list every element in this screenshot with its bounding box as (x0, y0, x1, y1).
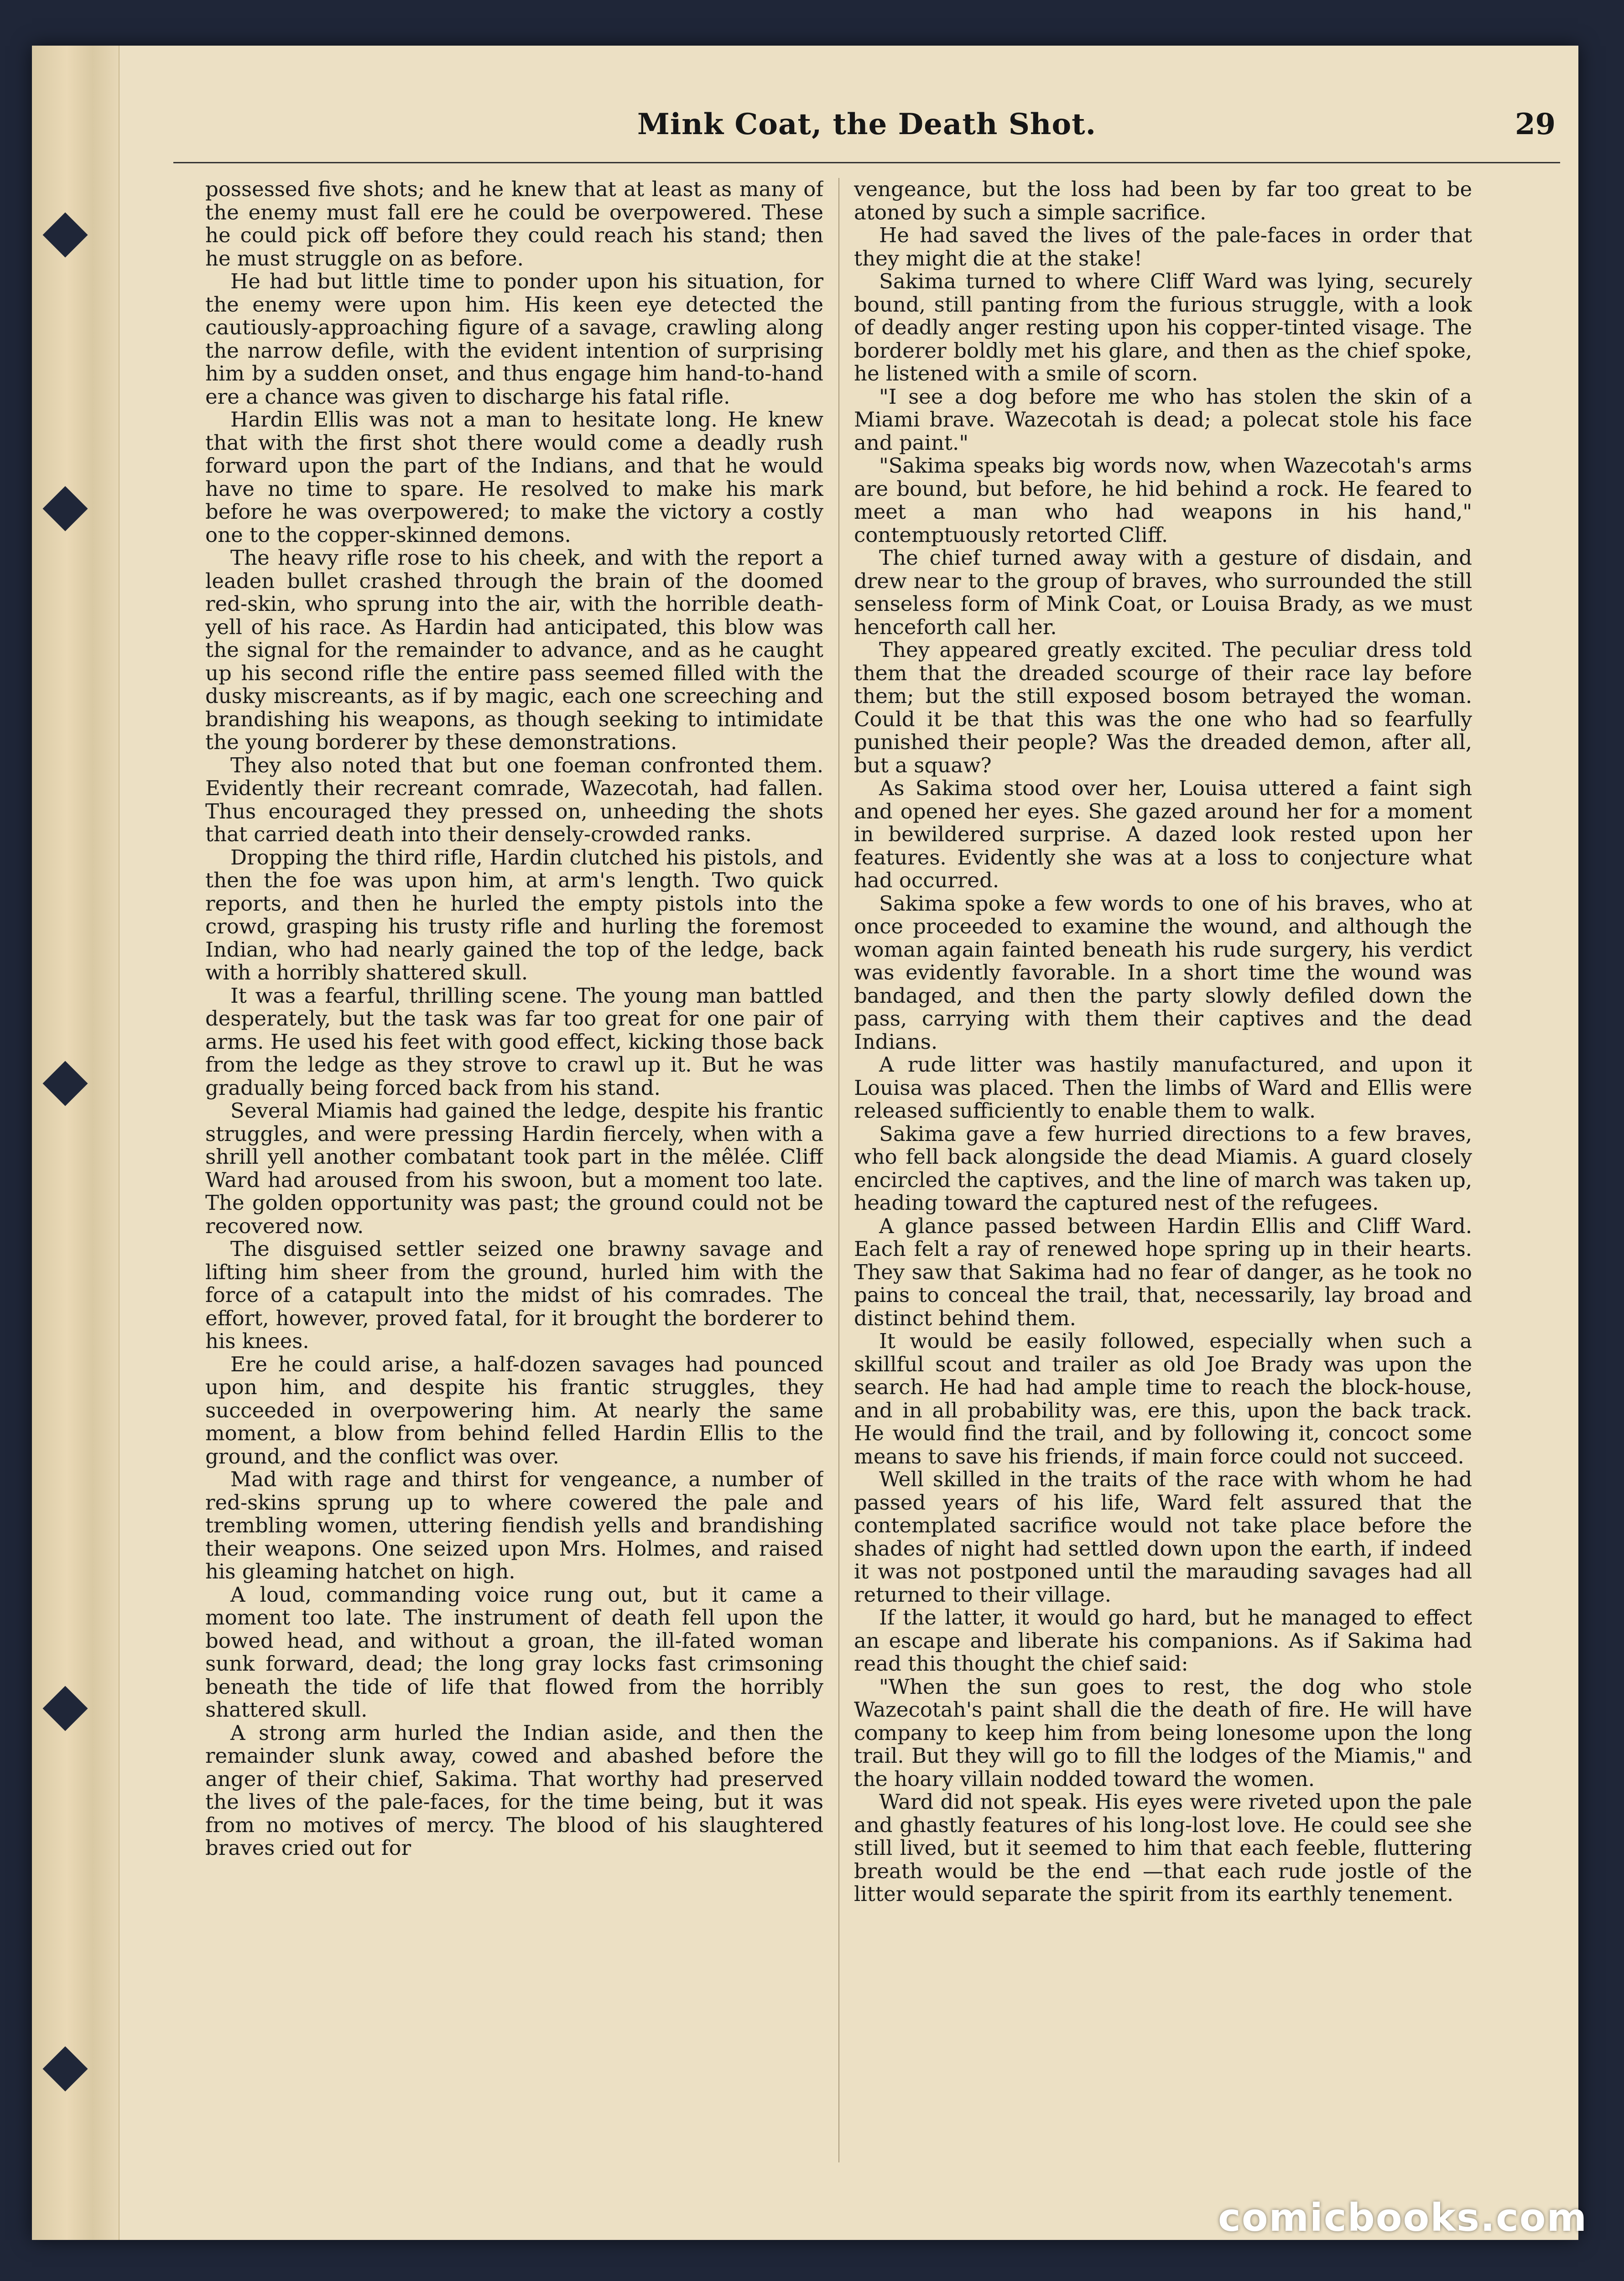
paragraph: possessed five shots; and he knew that at least as many of the enemy must fall ere he could be overpowered. These he could pick off before they could reach his stand; then he must struggle on as before. (205, 178, 823, 271)
right-column (854, 178, 1472, 2162)
binding-hole (43, 1686, 88, 1731)
paragraph: They also noted that but one foeman confronted them. Evidently their recreant comrade, Wazecotah, had fallen. Thus encouraged they pressed on, unheeding the shots that carried death into their densely-crowded ranks. (205, 753, 823, 846)
paragraph: A loud, commanding voice rung out, but it came a moment too late. The instrument of death fell upon the bowed head, and without a groan, the ill-fated woman sunk forward, dead; the long gray locks fast crimsoning beneath the tide of life that flowed from the horribly shattered skull. (205, 1582, 823, 1722)
paragraph: vengeance, but the loss had been by far too great to be atoned by such a simple sacrifice. (854, 178, 1472, 224)
paragraph: Mad with rage and thirst for vengeance, a number of red-skins sprung up to where cowered the pale and trembling women, uttering fiendish yells and brandishing their weapons. One seized upon Mrs. Holmes, and raised his gleaming hatchet on high. (205, 1467, 823, 1583)
paragraph: They appeared greatly excited. The peculiar dress told them that the dreaded scourge of their race lay before them; but the still exposed bosom betrayed the woman. Could it be that this was the one who had so fearfully punished their people? Was the dreaded demon, after all, but a squaw? (854, 638, 1472, 777)
paragraph: He had but little time to ponder upon his situation, for the enemy were upon him. His keen eye detected the cautiously-approaching figure of a savage, crawling along the narrow defile, with the evident intention of surprising him by a sudden onset, and thus engage him hand-to-hand ere a chance was given to discharge his fatal rifle. (205, 269, 823, 409)
page-spine (32, 46, 120, 2240)
binding-hole (43, 486, 88, 531)
paragraph: Ere he could arise, a half-dozen savages had pounced upon him, and despite his frantic struggles, they succeeded in overpowering him. At nearly the same moment, a blow from behind felled Hardin Ellis to the ground, and the conflict was over. (205, 1352, 823, 1469)
paragraph: Well skilled in the traits of the race with whom he had passed years of his life, Ward felt assured that the contemplated sacrifice would not take place before the shades of night had settled down upon the earth, if indeed it was not postponed until the marauding savages had all returned to their village. (854, 1467, 1472, 1607)
paragraph: A rude litter was hastily manufactured, and upon it Louisa was placed. Then the limbs of Ward and Ellis were released sufficiently to enable them to walk. (854, 1052, 1472, 1123)
paragraph: Hardin Ellis was not a man to hesitate long. He knew that with the first shot there would come a deadly rush forward upon the part of the Indians, and that he would have no time to spare. He resolved to make his mark before he was overpowered; to make the victory a costly one to the copper-skinned demons. (205, 407, 823, 547)
paragraph: He had saved the lives of the pale-faces in order that they might die at the stake! (854, 223, 1472, 271)
paragraph: It was a fearful, thrilling scene. The young man battled desperately, but the task was far too great for one pair of arms. He used his feet with good effect, kicking those back from the ledge as they strove to crawl up it. But he was gradually being forced back from his stand. (205, 983, 823, 1100)
paragraph: Ward did not speak. His eyes were riveted upon the pale and ghastly features of his long-lost love. He could see she still lived, but it seemed to him that each feeble, fluttering breath would be the end —that each rude jostle of the litter would separate the spirit from its earthly tenement. (854, 1790, 1472, 1906)
paragraph: Sakima turned to where Cliff Ward was lying, securely bound, still panting from the furious struggle, with a look of deadly anger resting upon his copper-tinted visage. The borderer boldly met his glare, and then as the chief spoke, he listened with a smile of scorn. (854, 269, 1472, 385)
paragraph: The chief turned away with a gesture of disdain, and drew near to the group of braves, who surrounded the still senseless form of Mink Coat, or Louisa Brady, as we must henceforth call her. (854, 546, 1472, 639)
left-column (205, 178, 823, 2162)
site-watermark: comicbooks.com (1218, 2195, 1588, 2240)
page-number: 29 (1515, 107, 1556, 141)
binding-hole (43, 1061, 88, 1106)
paragraph: Dropping the third rifle, Hardin clutched his pistols, and then the foe was upon him, at arm's length. Two quick reports, and then he hurled the empty pistols into the crowd, grasping his trusty rifle and hurling the foremost Indian, who had nearly gained the top of the ledge, back with a horribly shattered skull. (205, 845, 823, 984)
paragraph: Sakima gave a few hurried directions to a few braves, who fell back alongside the dead Miamis. A guard closely encircled the captives, and the line of march was taken up, heading toward the captured nest of the refugees. (854, 1121, 1472, 1215)
paragraph: Several Miamis had gained the ledge, despite his frantic struggles, and were pressing Hardin fiercely, when with a shrill yell another combatant took part in the mêlée. Cliff Ward had aroused from his swoon, but a moment too late. The golden opportunity was past; the ground could not be recovered now. (205, 1099, 823, 1238)
paragraph: "When the sun goes to rest, the dog who stole Wazecotah's paint shall die the death of fire. He will have company to keep him from being lonesome upon the long trail. But they will go to fill the lodges of the Miamis," and the hoary villain nodded toward the women. (854, 1674, 1472, 1791)
binding-hole (43, 2047, 88, 2092)
paragraph: As Sakima stood over her, Louisa uttered a faint sigh and opened her eyes. She gazed around her for a moment in bewildered surprise. A dazed look rested upon her features. Evidently she was at a loss to conjecture what had occurred. (854, 776, 1472, 892)
paragraph: "I see a dog before me who has stolen the skin of a Miami brave. Wazecotah is dead; a polecat stole his face and paint." (854, 384, 1472, 455)
paragraph: The disguised settler seized one brawny savage and lifting him sheer from the ground, hurled him with the force of a catapult into the midst of his comrades. The effort, however, proved fatal, for it brought the borderer to his knees. (205, 1237, 823, 1353)
paragraph: "Sakima speaks big words now, when Wazecotah's arms are bound, but before, he hid behind a rock. He feared to meet a man who had weapons in his hand," contemptuously retorted Cliff. (854, 453, 1472, 547)
column-divider (838, 178, 839, 2162)
paragraph: It would be easily followed, especially when such a skillful scout and trailer as old Joe Brady was upon the search. He had had ample time to reach the block-house, and in all probability was, ere this, upon the back track. He would find the trail, and by following it, concoct some means to save his friends, if main force could not succeed. (854, 1329, 1472, 1469)
paragraph: If the latter, it would go hard, but he managed to effect an escape and liberate his companions. As if Sakima had read this thought the chief said: (854, 1605, 1472, 1676)
paragraph: Sakima spoke a few words to one of his braves, who at once proceeded to examine the wound, and although the woman again fainted beneath his rude surgery, his verdict was evidently favorable. In a short time the wound was bandaged, and then the party slowly defiled down the pass, carrying with them their captives and the dead Indians. (854, 891, 1472, 1054)
paragraph: A strong arm hurled the Indian aside, and then the remainder slunk away, cowed and abashed before the anger of their chief, Sakima. That worthy had preserved the lives of the pale-faces, for the time being, but it was from no motives of mercy. The blood of his slaughtered braves cried out for (205, 1720, 823, 1860)
paragraph: The heavy rifle rose to his cheek, and with the report a leaden bullet crashed through the brain of the doomed red-skin, who sprung into the air, with the horrible death-yell of his race. As Hardin had anticipated, this blow was the signal for the remainder to advance, and as he caught up his second rifle the entire pass seemed filled with the dusky miscreants, as if by magic, each one screeching and brandishing his weapons, as though seeking to intimidate the young borderer by these demonstrations. (205, 546, 823, 754)
binding-hole (43, 213, 88, 258)
running-header (173, 103, 1560, 163)
paragraph: A glance passed between Hardin Ellis and Cliff Ward. Each felt a ray of renewed hope spring up in their hearts. They saw that Sakima had no fear of danger, as he took no pains to conceal the trail, that, necessarily, lay broad and distinct behind them. (854, 1213, 1472, 1330)
page-title: Mink Coat, the Death Shot. (637, 107, 1096, 141)
